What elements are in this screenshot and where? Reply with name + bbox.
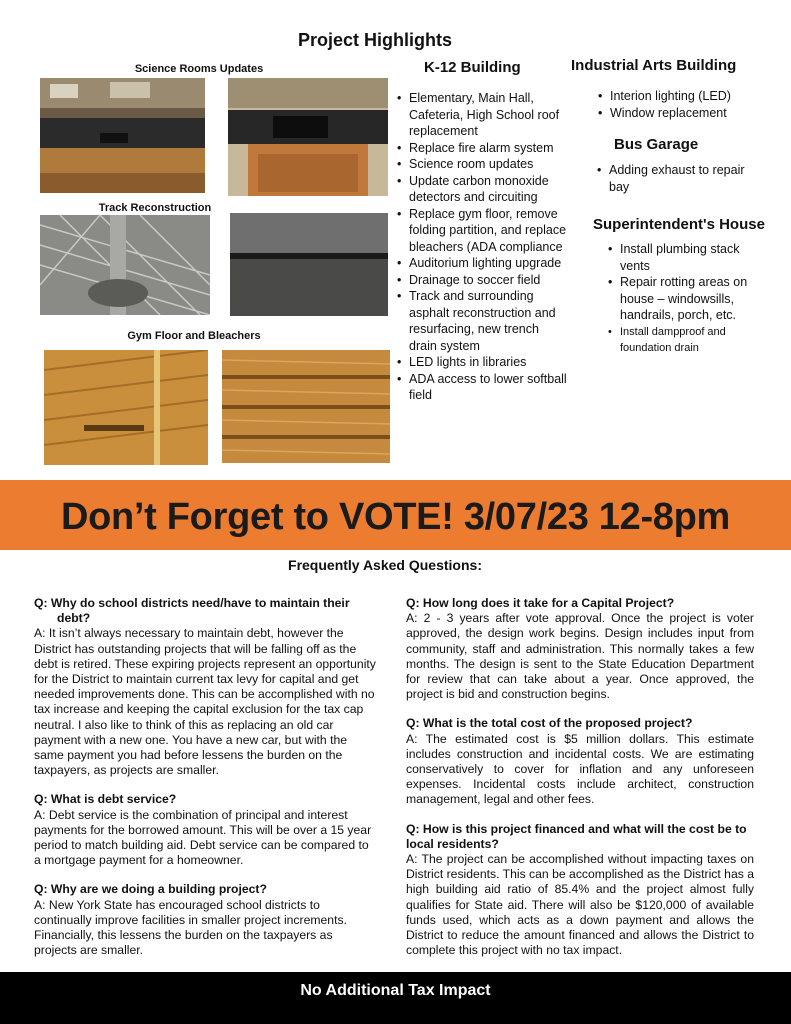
bus-garage-list: [597, 162, 762, 195]
footer-text: No Additional Tax Impact: [300, 982, 491, 999]
faq-right-column: [406, 596, 754, 972]
faq-question: Q: What is the total cost of the proposed project?: [406, 716, 693, 731]
list-item: • Auditorium lighting upgrade: [397, 255, 569, 272]
track-caption: Track Reconstruction: [98, 202, 212, 214]
list-item: • Drainage to soccer field: [397, 272, 569, 289]
list-item: • Repair rotting areas on house – windowsills, handrails, porch, etc.: [608, 274, 768, 324]
faq-answer: A: 2 - 3 years after vote approval. Once the project is voter approved, the design work begins. Design includes input from community, staff and administration. This normally takes a few months. The design is sent to the State Education Department for review that can take about a year. Once approved, the project is bid and construction begins.: [406, 611, 754, 702]
superintendent-house-list: [608, 241, 768, 357]
superintendent-house-heading: Superintendent's House: [593, 216, 765, 233]
list-item: • ADA access to lower softball field: [397, 371, 569, 404]
industrial-arts-heading: Industrial Arts Building: [571, 57, 737, 74]
list-item: • Install dampproof and foundation drain: [608, 324, 768, 357]
faq-answer: A: The project can be accomplished without impacting taxes on District residents. This can be accomplished as the District has a high building aid ratio of 85.4% and the project almost fully qualifies for State aid. There will also be $120,000 of available funds used, which acts as a down payment and allows the District to reduce the amount financed and allows the District to complete this project with no tax impact.: [406, 852, 754, 958]
k12-heading: K-12 Building: [424, 59, 521, 76]
list-item: • Replace gym floor, remove folding partition, and replace bleachers (ADA compliance: [397, 206, 569, 256]
science-room-photo-1: [40, 78, 205, 193]
list-item: • Track and surrounding asphalt reconstruction and resurfacing, new trench drain system: [397, 288, 569, 354]
industrial-arts-list: [598, 88, 768, 121]
faq-answer: A: Debt service is the combination of principal and interest payments for the borrowed amount. This will be over a 15 year period to match building aid. Debt service can be compared to a mortgage payment for a homeowner.: [34, 807, 372, 868]
list-item: • LED lights in libraries: [397, 354, 569, 371]
faq-answer: A: New York State has encouraged school districts to continually improve facilities in smaller project increments. Financially, this lessens the burden on the taxpayers as projects are smaller.: [34, 897, 347, 958]
list-item: • Window replacement: [598, 105, 768, 122]
k12-list: [397, 90, 569, 404]
list-item: • Interion lighting (LED): [598, 88, 768, 105]
bus-garage-heading: Bus Garage: [614, 136, 699, 153]
science-rooms-caption: Science Rooms Updates: [134, 63, 264, 75]
bleachers-photo: [222, 350, 390, 463]
faq-question: Q: What is debt service?: [34, 792, 177, 807]
list-item: • Replace fire alarm system: [397, 140, 569, 157]
faq-question: Q: How long does it take for a Capital Project?: [406, 596, 675, 610]
track-photo-1: [40, 215, 210, 315]
vote-banner-text: Don’t Forget to VOTE! 3/07/23 12-8pm: [60, 496, 731, 538]
gym-floor-caption: Gym Floor and Bleachers: [127, 330, 261, 342]
faq-question: Q: How is this project financed and what will the cost be to local residents?: [406, 821, 747, 851]
faq-question: Q: Why are we doing a building project?: [34, 882, 267, 897]
faq-question: Q: Why do school districts need/have to maintain their debt?: [34, 596, 350, 626]
list-item: • Adding exhaust to repair bay: [597, 162, 762, 195]
science-room-photo-2: [228, 78, 388, 196]
list-item: • Install plumbing stack vents: [608, 241, 768, 274]
faq-heading: Frequently Asked Questions:: [288, 557, 482, 573]
faq-answer: A: The estimated cost is $5 million dollars. This estimate includes construction and incidental costs. We are estimating conservatively to cover for inflation and any unforeseen expenses. Incidental costs include architect, construction management, legal and other fees.: [406, 731, 754, 807]
faq-left-column: [34, 596, 378, 972]
gym-floor-photo: [44, 350, 208, 465]
list-item: • Science room updates: [397, 156, 569, 173]
faq-answer: A: It isn’t always necessary to maintain debt, however the District has outstanding projects that will be falling off as the debt is retired. These expiring projects represent an opportunity for the District to maintain current tax levy for capital and get needed improvements done. This can be accomplished with no tax increase and keeping the capital exclusion for the tax cap neutral. I also like to think of this as replacing an old car payment with a new one. You have a new car, but with the same payment you had before lessens the burden on the taxpayers, as projects are smaller.: [34, 626, 376, 778]
list-item: • Elementary, Main Hall, Cafeteria, High School roof replacement: [397, 90, 569, 140]
page-title: Project Highlights: [297, 30, 452, 50]
list-item: • Update carbon monoxide detectors and circuiting: [397, 173, 569, 206]
track-photo-2: [230, 213, 388, 316]
